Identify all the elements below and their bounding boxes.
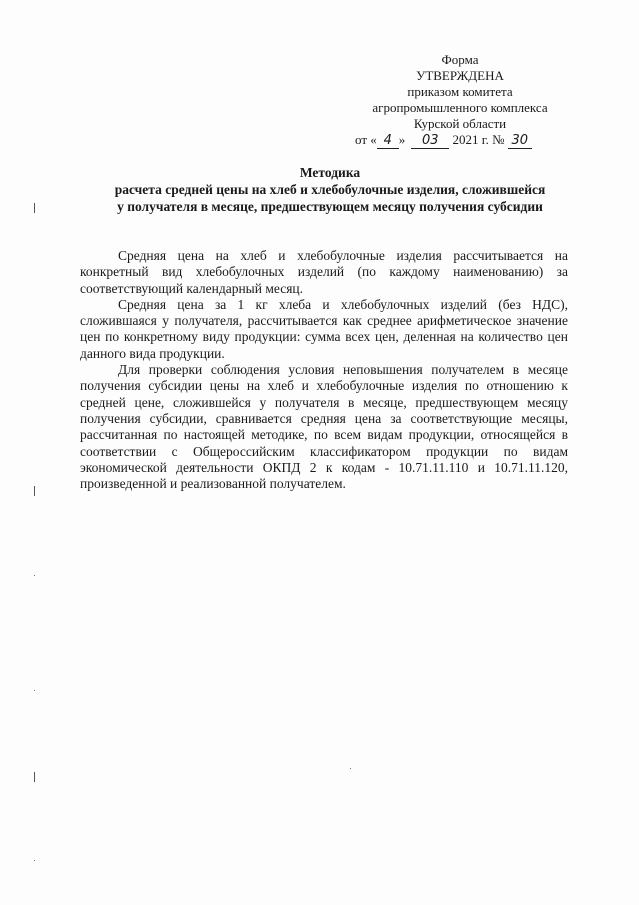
- year-and-number-label: 2021 г. №: [452, 132, 505, 147]
- paragraph-1: Средняя цена на хлеб и хлебобулочные изделия рассчитывается на конкретный вид хлебобулочных изделий (по каждому наименованию) за соответствующий календарный месяц.: [80, 248, 568, 296]
- document-body: [80, 248, 568, 492]
- approval-stamp: [340, 52, 580, 149]
- scan-speck: [350, 768, 351, 769]
- approval-order-label: приказом комитета: [407, 84, 513, 99]
- scan-speck: [34, 575, 35, 576]
- date-mid: »: [398, 132, 406, 147]
- approval-committee-label: агропромышленного комплекса: [372, 100, 548, 115]
- approval-date-line: [340, 132, 580, 149]
- scan-mark: [34, 203, 35, 213]
- scan-speck: [34, 860, 35, 861]
- scan-mark: [34, 772, 35, 782]
- approval-region-label: Курской области: [413, 116, 507, 131]
- scan-mark: [34, 486, 35, 496]
- paragraph-2: Средняя цена за 1 кг хлеба и хлебобулочных изделий (без НДС), сложившаяся у получателя, рассчитывается как среднее арифметическое значение цен по конкретному виду продукции: сумма всех цен, деленная на количество цен данного вида продукции.: [80, 296, 568, 361]
- handwritten-order-number: 30: [508, 134, 532, 149]
- handwritten-day: 4: [377, 134, 399, 149]
- paragraph-3: Для проверки соблюдения условия неповышения получателем в месяце получения субсидии цены на хлеб и хлебобулочные изделия по отношению к средней цене, сложившейся у получателя в месяце, предшествующем месяцу получения субсидии, сравнивается средняя цена за соответствующие месяцы, рассчитанная по настоящей методике, по всем видам продукции, относящейся в соответствии с Общероссийским классификатором продукции по видам экономической деятельности ОКПД 2 к кодам - 10.71.11.110 и 10.71.11.120, произведенной и реализованной получателем.: [80, 362, 568, 492]
- title-line-1: Методика: [299, 165, 361, 180]
- date-prefix: от «: [355, 132, 377, 147]
- title-line-3: у получателя в месяце, предшествующем месяцу получения субсидии: [117, 199, 543, 214]
- document-title: [60, 164, 600, 215]
- scan-speck: [34, 690, 35, 691]
- handwritten-month: 03: [411, 134, 449, 149]
- title-line-2: расчета средней цены на хлеб и хлебобулочные изделия, сложившейся: [114, 182, 546, 197]
- approval-form-label: Форма: [441, 52, 479, 67]
- approval-approved-label: УТВЕРЖДЕНА: [416, 68, 504, 83]
